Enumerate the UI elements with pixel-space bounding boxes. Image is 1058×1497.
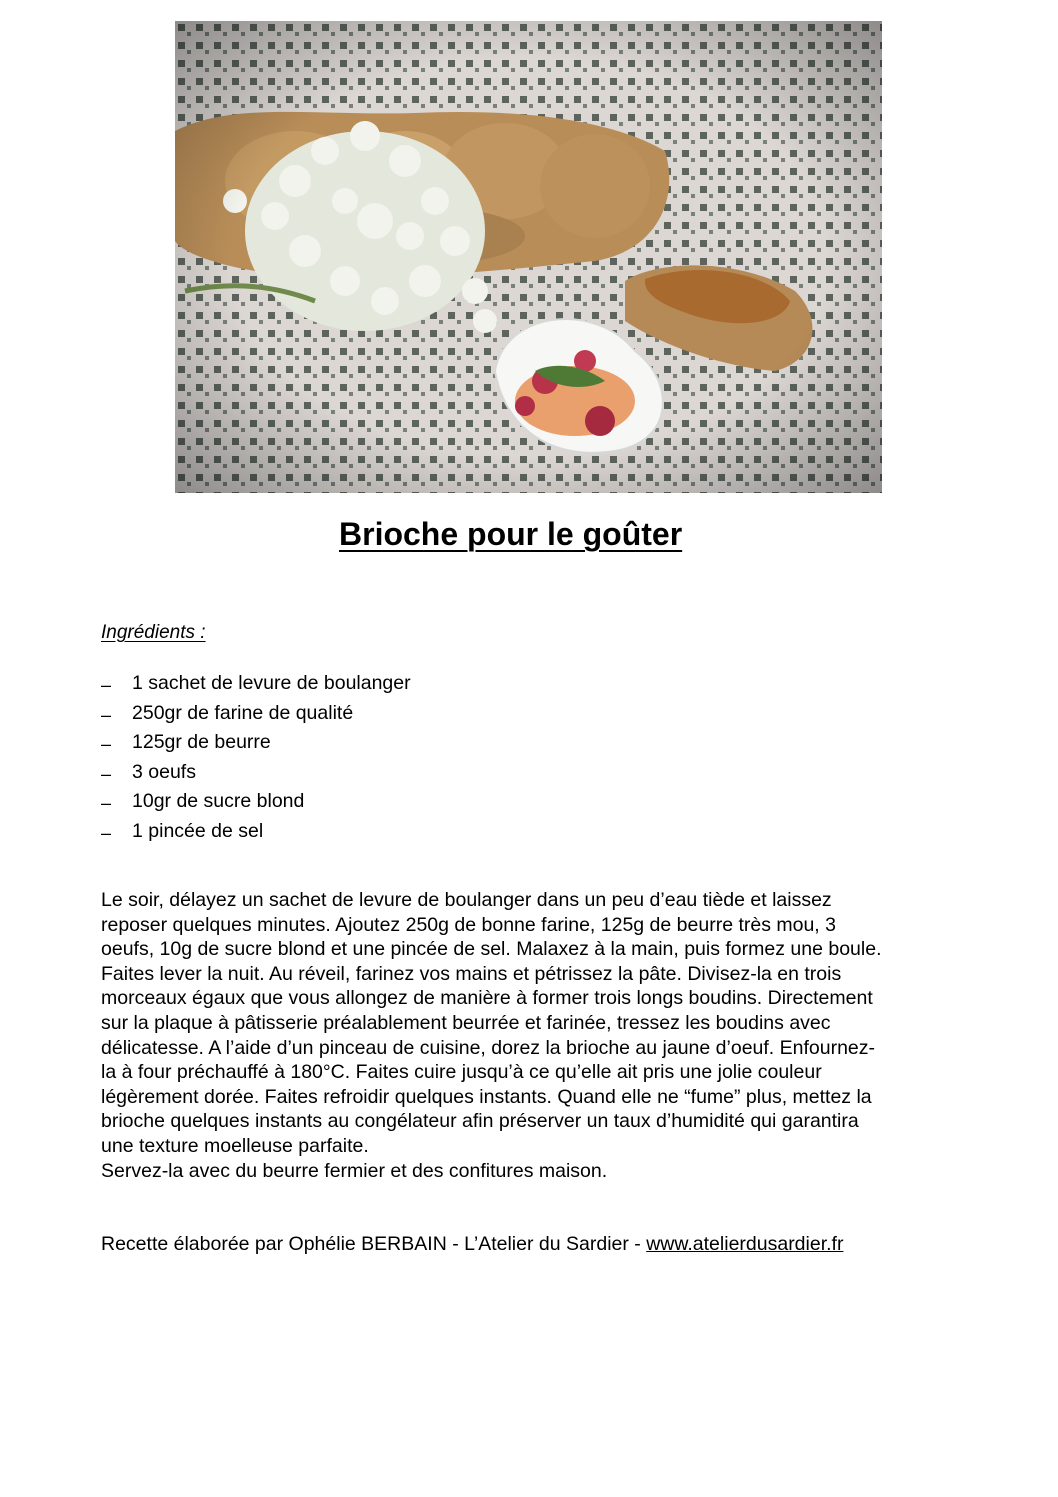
credit-text: Recette élaborée par Ophélie BERBAIN - L’Atelier du Sardier - [101,1233,647,1255]
ingredient-text: 1 sachet de levure de boulanger [132,672,411,694]
brioche-photo [175,21,882,493]
bullet-dash: – [101,822,112,843]
website-link[interactable]: www.atelierdusardier.fr [646,1233,844,1255]
bullet-dash: – [101,793,112,814]
bullet-dash: – [101,704,112,725]
ingredient-text: 125gr de beurre [132,731,271,754]
instructions [101,888,981,1183]
instruction-line: Le soir, délayez un sachet de levure de boulanger dans un peu d’eau tiède et laissez [101,889,832,911]
instruction-line: morceaux égaux que vous allongez de manière à former trois longs boudins. Directement [101,987,873,1010]
instruction-line: délicatesse. A l’aide d’un pinceau de cuisine, dorez la brioche au jaune d’oeuf. Enfournez- [101,1036,876,1059]
credit-line [101,1233,843,1256]
ingredients-heading: Ingrédients : [101,622,206,643]
bullet-dash: – [101,734,112,755]
instruction-line: une texture moelleuse parfaite. [101,1134,369,1157]
bullet-dash: – [101,763,112,784]
instruction-line: sur la plaque à pâtisserie préalablement beurrée et farinée, tressez les boudins avec [101,1011,831,1034]
instruction-line: la à four préchauffé à 180°C. Faites cuire jusqu’à ce qu’elle ait pris une jolie couleur [101,1061,822,1084]
ingredient-text: 3 oeufs [132,760,196,783]
ingredient-text: 250gr de farine de qualité [132,701,354,724]
instruction-line: brioche quelques instants au congélateur afin préserver un taux d’humidité qui garantira [101,1110,859,1133]
ingredient-text: 1 pincée de sel [132,819,264,842]
instruction-line: Faites lever la nuit. Au réveil, farinez vos mains et pétrissez la pâte. Divisez-la en trois [101,962,842,985]
instruction-line: légèrement dorée. Faites refroidir quelques instants. Quand elle ne “fume” plus, mettez la [101,1085,872,1108]
instruction-line: oeufs, 10g de sucre blond et une pincée de sel. Malaxez à la main, puis formez une boule. [101,938,882,961]
ingredient-text: 10gr de sucre blond [132,790,305,813]
instruction-line: Servez-la avec du beurre fermier et des confitures maison. [101,1159,608,1182]
bullet-dash: – [101,675,112,695]
page-title: Brioche pour le goûter [339,516,683,552]
instruction-line: reposer quelques minutes. Ajoutez 250g de bonne farine, 125g de beurre très mou, 3 [101,913,836,936]
